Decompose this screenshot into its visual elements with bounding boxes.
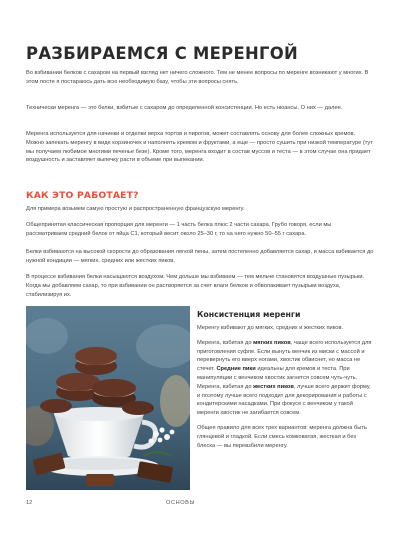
paragraph-example: Для примера возьмем самую простую и распространенную французскую меренгу. [26, 206, 245, 212]
sidebar-general-rule: Общее правило для всех трех вариантов: меренга должна быть глянцевой и гладкой. Если смесь комковатая, жесткая и без блеска — вы перевзбили меренгу. [197, 424, 367, 449]
paragraph-proportion: Общепринятая классическая пропорция для меренги — 1 часть белка плюс 2 части сахара. Грубо говоря, если мы рассматриваем средний белок от яйца С1, который весит около 25–30 г, то на него нужно 50–55 г сахара. [26, 222, 332, 237]
consistency-sidebar [197, 310, 373, 456]
macarons-photo [26, 306, 190, 490]
paragraph-air-bubbles: В процессе взбивания белки насыщаются воздухом. Чем дольше мы взбиваем — тем мельче становятся воздушные пузырьки. Когда мы добавляем сахар, то при взбивании он растворяется за счет влаги белков и обволакивает пузырьки воздуха, стабилизируя их. [26, 274, 365, 298]
paragraph-technical: Технически меренга — это белки, взбитые с сахаром до определенной консистенции. Но есть нюансы. О них — далее. [26, 105, 343, 111]
paragraph-usage: Меренга используется для начинки и отделки верха тортов и пирогов, может составлять основу для более сложных кремов. Можно запекать меренгу в виде корзиночек и наполнять кремом и фруктами, а еще — просто сушить при низкой температуре (тут мы получаем любимое многими печенье безе). Кроме того, меренга входит в состав муссов и теста — в этом случае она придает воздушность и заставляет выпечку расти в объеме при выпекании. [26, 131, 373, 164]
sidebar-intro: Меренгу взбивают до мягких, средних и жестких пиков. [197, 325, 344, 331]
section-heading: КАК ЭТО РАБОТАЕТ? [26, 190, 139, 201]
stiff-peaks-term: жестких пиков [253, 383, 294, 390]
page-footer [26, 500, 376, 510]
macarons-illustration [26, 306, 190, 490]
intro-paragraph: Во взбивании белков с сахаром на первый взгляд нет ничего сложного. Тем не менее вопросы по меренге возникают у многих. В этом посте я постараюсь дать всю необходимую базу, чтобы эти вопросы снять. [26, 70, 369, 85]
text-run: идеальны для кремов и теста. При манипуляции с венчиком хвостик загнется совсем чуть-чуть. Меренга, взбитая до [197, 366, 358, 390]
paragraph-whipping: Белки взбиваются на высокой скорости до образования легкой пены, затем постепенно добавляется сахар, и масса взбивается до нужной кондиции — мягких, средних или жестких пиков. [26, 249, 374, 264]
text-run: , чаще всего используется для приготовления суфле. Если вынуть венчик из миски с массой и перевернуть его вверх ногами, хвостик обвиснет, но масса не стечет. [197, 339, 372, 373]
text-run: , лучше всего держит форму, и поэтому лучше всего подходит для декорирования и работы с кондитерскими насадками. При фокусе с венчиком у такой меренги хвостик не загибается совсем. [197, 383, 371, 417]
medium-peaks-term: Средние пики [216, 366, 256, 373]
text-run: Меренга, взбитая до [197, 339, 254, 346]
sidebar-title: Консистенция меренги [197, 310, 301, 319]
footer-section-name: ОСНОВЫ [166, 500, 196, 506]
soft-peaks-term: мягких пиков [253, 339, 291, 346]
sidebar-peaks-paragraph [197, 339, 373, 418]
page-title: РАЗБИРАЕМСЯ С МЕРЕНГОЙ [26, 44, 298, 63]
page-number: 12 [26, 500, 33, 506]
